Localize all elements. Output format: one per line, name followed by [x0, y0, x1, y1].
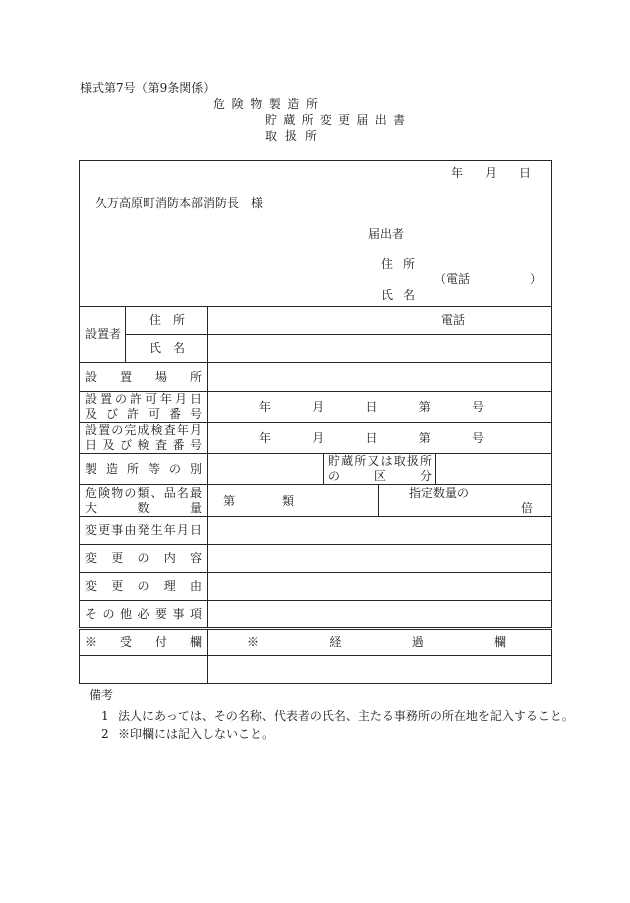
hazmat-label-line-2: 大 数 量: [85, 500, 202, 515]
installer-address-label-cell: [126, 307, 208, 335]
office-use-blank-row: [80, 656, 552, 684]
inspection-label-cell: [80, 423, 208, 454]
title-line-3: 取 扱 所: [265, 129, 317, 143]
change-date-row: [80, 517, 552, 545]
change-date-label: 変更事由発生年月日: [85, 523, 202, 537]
facility-type-field: [208, 454, 324, 485]
installer-address-field: [208, 307, 552, 335]
hazmat-label-line-1: 危険物の類、品名最: [85, 485, 202, 500]
change-reason-field: [208, 573, 552, 601]
installer-name-field: [208, 335, 552, 363]
progress-field: [208, 656, 552, 684]
change-content-row: [80, 545, 552, 573]
permit-date-number-template: 年 月 日 第 号: [259, 399, 485, 414]
other-items-label-cell: [80, 601, 208, 629]
other-items-label: そ の 他 必 要 事 項: [85, 606, 202, 621]
change-date-label-cell: [80, 517, 208, 545]
installer-name-label: 氏 名: [149, 341, 185, 355]
change-date-field: [208, 517, 552, 545]
permit-label-line-1: 設置の許可年月日: [85, 392, 202, 406]
receipt-column-label: ※ 受 付 欄: [85, 635, 202, 649]
change-reason-label: 変 更 の 理 由: [85, 579, 202, 593]
storage-class-label-cell: [324, 454, 436, 485]
title-line-1: 危 険 物 製 造 所: [213, 97, 318, 111]
receipt-field: [80, 656, 208, 684]
note-1-number: 1: [101, 709, 109, 723]
addressee: 久万高原町消防本部消防長 様: [95, 196, 264, 210]
header-box: [80, 161, 551, 306]
change-reason-row: [80, 573, 552, 601]
location-row: [80, 363, 552, 392]
installer-phone-label: 電話: [441, 313, 466, 327]
inspection-date-number-template: 年 月 日 第 号: [259, 430, 485, 445]
installer-label: 設置者: [85, 327, 122, 341]
permit-row: [80, 392, 552, 423]
location-label: 設 置 場 所: [85, 369, 202, 384]
title-line-2: 貯 蔵 所 変 更 届 出 書: [265, 113, 405, 127]
progress-column-label: ※ 経 過 欄: [247, 635, 507, 649]
change-reason-label-cell: [80, 573, 208, 601]
hazmat-class-template: 第 類: [223, 493, 294, 508]
change-content-label: 変 更 の 内 容: [85, 551, 202, 565]
header-row: [80, 161, 552, 307]
note-2-number: 2: [101, 727, 109, 741]
facility-type-row: [80, 454, 552, 485]
note-2-text: ※印欄には記入しないこと。: [118, 727, 275, 741]
installer-label-cell: [80, 307, 126, 363]
inspection-row: [80, 423, 552, 454]
facility-type-label-cell: [80, 454, 208, 485]
installer-name-row: [80, 335, 552, 363]
facility-type-label: 製 造 所 等 の 別: [85, 461, 202, 476]
designated-quantity-field: [379, 485, 552, 517]
receipt-header-cell: [80, 629, 208, 656]
form-number: 様式第7号（第9条関係）: [80, 81, 216, 95]
change-content-field: [208, 545, 552, 573]
inspection-label-line-2: 日 及 び 検 査 番 号: [85, 438, 202, 452]
notification-form-table: [79, 160, 552, 684]
date-line: 年 月 日: [451, 166, 531, 180]
permit-field: [208, 392, 552, 423]
note-1-text: 法人にあっては、その名称、代表者の氏名、主たる事務所の所在地を記入すること。: [118, 709, 574, 723]
location-label-cell: [80, 363, 208, 392]
location-field: [208, 363, 552, 392]
notifier-address-label: 住 所: [381, 257, 415, 271]
storage-class-label-line-2: の 区 分: [328, 469, 432, 483]
installer-address-row: [80, 307, 552, 335]
inspection-label-line-1: 設置の完成検査年月: [85, 423, 202, 437]
installer-name-label-cell: [126, 335, 208, 363]
progress-header-cell: [208, 629, 552, 656]
storage-class-label-line-1: 貯蔵所又は取扱所: [328, 454, 432, 468]
hazmat-row: [80, 485, 552, 517]
inspection-field: [208, 423, 552, 454]
other-items-field: [208, 601, 552, 629]
storage-class-field: [436, 454, 552, 485]
notifier-label: 届出者: [368, 227, 405, 241]
header-cell: [80, 161, 552, 307]
notifier-phone: （電話 ）: [434, 272, 543, 286]
hazmat-class-field: [208, 485, 379, 517]
multiple-label: 倍: [521, 500, 534, 515]
permit-label-line-2: 及 び 許 可 番 号: [85, 407, 202, 421]
change-content-label-cell: [80, 545, 208, 573]
notifier-name-label: 氏 名: [381, 288, 415, 302]
office-use-header-row: [80, 629, 552, 656]
installer-address-label: 住 所: [149, 313, 185, 327]
other-items-row: [80, 601, 552, 629]
permit-label-cell: [80, 392, 208, 423]
notes-heading: 備考: [89, 688, 114, 702]
hazmat-label-cell: [80, 485, 208, 517]
designated-quantity-label: 指定数量の: [409, 485, 470, 500]
